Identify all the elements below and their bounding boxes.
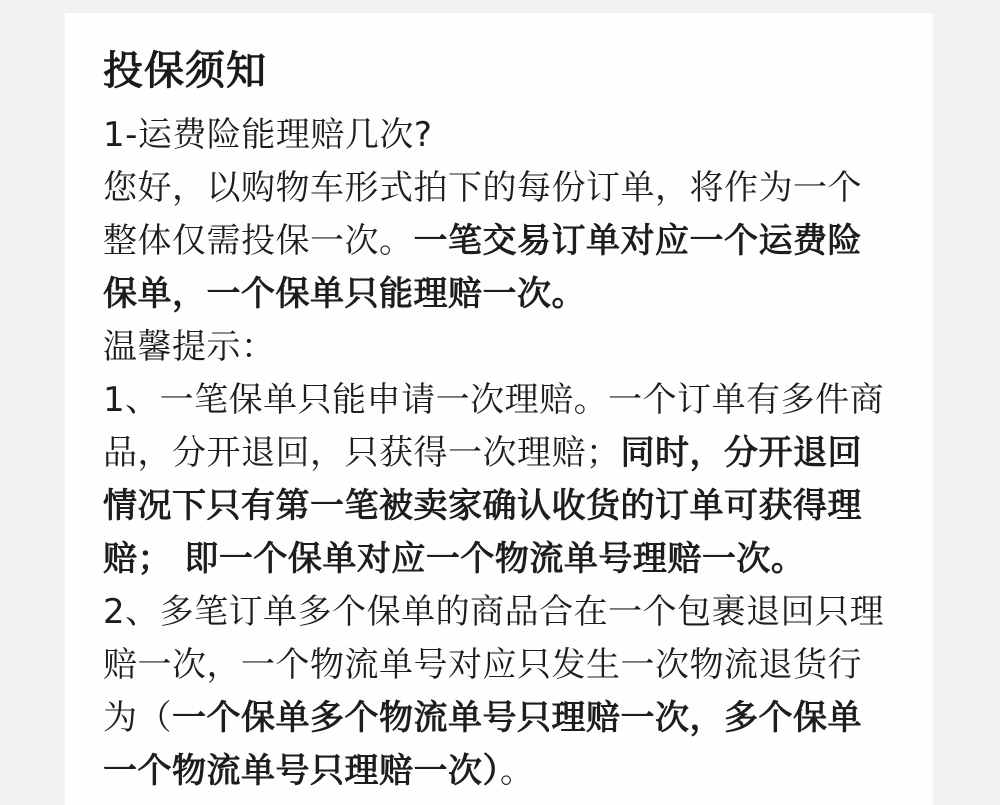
notice-text: 品，分开退回，只获得一次理赔； <box>103 433 621 473</box>
notice-line <box>103 427 895 480</box>
notice-text: 整体仅需投保一次。 <box>103 221 414 261</box>
notice-line <box>103 109 895 162</box>
notice-text-bold: 赔； 即一个保单对应一个物流单号理赔一次。 <box>103 539 806 579</box>
notice-text: 为（ <box>103 698 172 738</box>
notice-text: 赔一次，一个物流单号对应只发生一次物流退货行 <box>103 645 862 685</box>
notice-text-bold: 一笔交易订单对应一个运费险 <box>413 221 862 261</box>
notice-text-bold: 情况下只有第一笔被卖家确认收货的订单可获得理 <box>103 486 862 526</box>
notice-line <box>103 533 895 586</box>
notice-line <box>103 321 895 374</box>
notice-text: 2、多笔订单多个保单的商品合在一个包裹退回只理 <box>103 592 885 632</box>
notice-text: 1-运费险能理赔几次? <box>103 115 433 155</box>
notice-line <box>103 692 895 745</box>
notice-text: 您好，以购物车形式拍下的每份订单，将作为一个 <box>103 168 862 208</box>
notice-text: 1、一笔保单只能申请一次理赔。一个订单有多件商 <box>103 380 885 420</box>
notice-line <box>103 639 895 692</box>
notice-line <box>103 162 895 215</box>
notice-card <box>65 13 933 805</box>
notice-line <box>103 374 895 427</box>
notice-text-bold: 一个物流单号只理赔一次） <box>103 751 500 791</box>
notice-line <box>103 745 895 798</box>
notice-line <box>103 215 895 268</box>
notice-line <box>103 268 895 321</box>
notice-text-bold: 保单，一个保单只能理赔一次。 <box>103 274 586 314</box>
notice-line <box>103 586 895 639</box>
notice-text: 。 <box>500 751 535 791</box>
notice-line <box>103 480 895 533</box>
notice-body <box>103 109 895 798</box>
notice-text-bold: 同时，分开退回 <box>620 433 862 473</box>
notice-text-bold: 一个保单多个物流单号只理赔一次，多个保单 <box>172 698 862 738</box>
notice-title: 投保须知 <box>103 48 267 94</box>
notice-text: 温馨提示： <box>103 327 276 367</box>
notice-content <box>65 13 933 798</box>
